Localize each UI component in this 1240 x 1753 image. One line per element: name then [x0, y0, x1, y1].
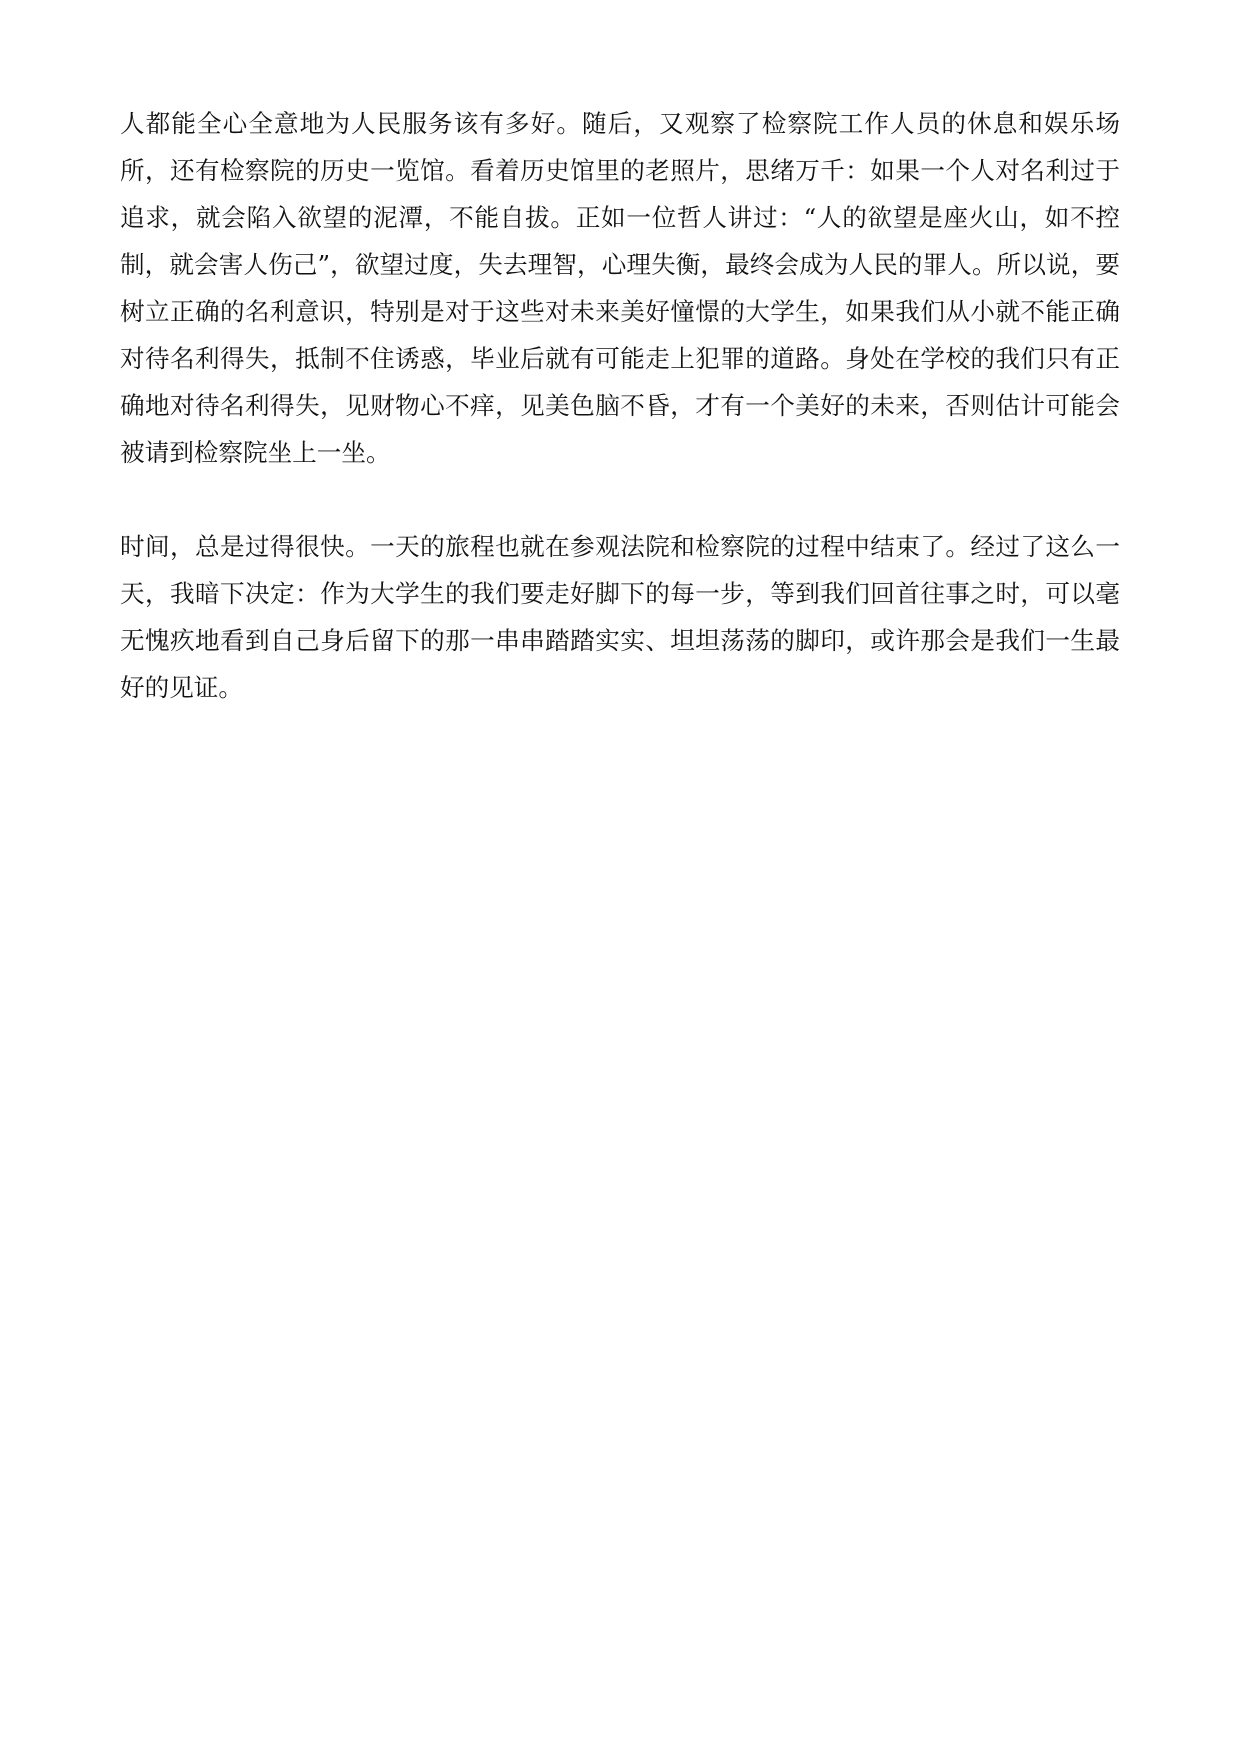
paragraph-1: 人都能全心全意地为人民服务该有多好。随后，又观察了检察院工作人员的休息和娱乐场所，还有检察院的历史一览馆。看着历史馆里的老照片，思绪万千：如果一个人对名利过于追求，就会陷入欲望的泥潭，不能自拔。正如一位哲人讲过：“人的欲望是座火山，如不控制，就会害人伤己”，欲望过度，失去理智，心理失衡，最终会成为人民的罪人。所以说，要树立正确的名利意识，特别是对于这些对未来美好憧憬的大学生，如果我们从小就不能正确对待名利得失，抵制不住诱惑，毕业后就有可能走上犯罪的道路。身处在学校的我们只有正确地对待名利得失，见财物心不痒，见美色脑不昏，才有一个美好的未来，否则估计可能会被请到检察院坐上一坐。	[120, 109, 1120, 467]
paragraph-2: 时间，总是过得很快。一天的旅程也就在参观法院和检察院的过程中结束了。经过了这么一天，我暗下决定：作为大学生的我们要走好脚下的每一步，等到我们回首往事之时，可以毫无愧疚地看到自己身后留下的那一串串踏踏实实、坦坦荡荡的脚印，或许那会是我们一生最好的见证。	[120, 532, 1120, 702]
document-body	[120, 100, 1120, 711]
